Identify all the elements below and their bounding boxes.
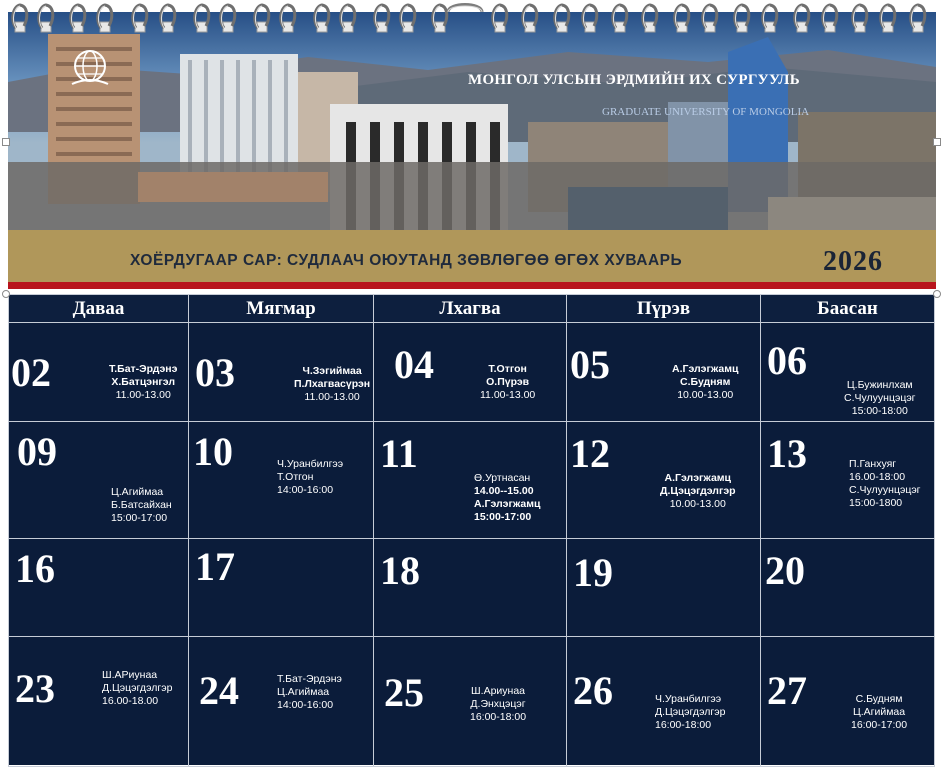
day-cell[interactable]: [9, 539, 189, 637]
binding-ring-icon: [732, 2, 752, 36]
weekday-header: Баасан: [761, 295, 935, 323]
consultation-info: [660, 472, 736, 511]
day-cell[interactable]: [9, 637, 189, 767]
consultation-info: [655, 693, 725, 732]
binding-ring-icon: [850, 2, 870, 36]
consultation-info: [109, 363, 177, 402]
consultation-info: [470, 685, 526, 724]
consultation-line: 11.00-13.00: [480, 389, 536, 401]
binding-ring-icon: [130, 2, 150, 36]
consultation-line: 15:00-17:00: [111, 512, 168, 524]
consultation-info: [111, 486, 172, 525]
year-label: 2026: [823, 246, 883, 277]
university-name-mn: МОНГОЛ УЛСЫН ЭРДМИЙН ИХ СУРГУУЛЬ: [468, 72, 800, 88]
consultation-line: 15:00-18:00: [851, 405, 908, 417]
day-number: 11: [380, 431, 418, 476]
binding-ring-icon: [372, 2, 392, 36]
week-row: [9, 323, 935, 422]
day-number: 20: [765, 548, 805, 593]
consultation-line: Ц.Агиймаа: [277, 686, 330, 698]
globe-logo-icon: [66, 46, 114, 94]
consultation-line: 16.00-18.00: [102, 695, 159, 707]
day-cell[interactable]: [567, 539, 761, 637]
consultation-line: Ц.Бужинлхам: [846, 379, 913, 391]
title-band: [8, 230, 936, 282]
consultation-info: [672, 363, 738, 402]
consultation-line: Т.Отгон: [488, 363, 527, 375]
day-number: 23: [15, 666, 55, 711]
consultation-line: С.Будням: [680, 376, 731, 388]
binding-ring-icon: [520, 2, 540, 36]
day-number: 02: [11, 350, 51, 395]
consultation-line: 15:00-17:00: [474, 511, 532, 523]
binding-ring-icon: [68, 2, 88, 36]
consultation-info: [851, 693, 907, 732]
day-number: 05: [570, 342, 610, 387]
consultation-info: [102, 669, 172, 708]
consultation-line: А.Гэлэгжамц: [672, 363, 739, 375]
day-cell[interactable]: [374, 422, 567, 539]
day-number: 18: [380, 548, 420, 593]
consultation-line: С.Чулуунцэцэг: [849, 484, 921, 496]
day-cell[interactable]: [189, 323, 374, 422]
binding-ring-icon: [218, 2, 238, 36]
binding-ring-icon: [640, 2, 660, 36]
binding-ring-icon: [398, 2, 418, 36]
weekday-header: Даваа: [9, 295, 189, 323]
binding-ring-icon: [158, 2, 178, 36]
weekday-header: Пүрэв: [567, 295, 761, 323]
resize-handle[interactable]: [2, 290, 10, 298]
binding-ring-icon: [95, 2, 115, 36]
day-cell[interactable]: [567, 422, 761, 539]
day-cell[interactable]: [567, 323, 761, 422]
consultation-line: 14:00-16:00: [277, 484, 334, 496]
resize-handle[interactable]: [933, 290, 941, 298]
day-cell[interactable]: [189, 637, 374, 767]
calendar-grid: [8, 294, 934, 765]
day-number: 12: [570, 431, 610, 476]
consultation-line: 11.00-13.00: [304, 391, 360, 403]
weekday-header-row: [9, 295, 935, 323]
day-cell[interactable]: [374, 323, 567, 422]
consultation-line: Д.Энхцэцэг: [470, 698, 526, 710]
week-row: [9, 422, 935, 539]
university-name-en: GRADUATE UNIVERSITY OF MONGOLIA: [602, 106, 810, 118]
day-cell[interactable]: [761, 323, 935, 422]
binding-ring-icon: [700, 2, 720, 36]
binding-ring-icon: [610, 2, 630, 36]
resize-handle[interactable]: [2, 138, 10, 146]
consultation-line: С.Чулуунцэцэг: [844, 392, 916, 404]
day-number: 19: [573, 550, 613, 595]
weekday-header: Мягмар: [189, 295, 374, 323]
red-divider: [8, 282, 936, 289]
consultation-line: 14:00-16:00: [277, 699, 334, 711]
day-cell[interactable]: [374, 539, 567, 637]
binding-ring-icon: [338, 2, 358, 36]
consultation-line: 14.00--15.00: [474, 485, 534, 497]
consultation-line: Ц.Агиймаа: [852, 706, 906, 718]
day-cell[interactable]: [567, 637, 761, 767]
consultation-line: Ч.Уранбилгээ: [277, 458, 344, 470]
day-number: 25: [384, 670, 424, 715]
consultation-line: 16.00-18:00: [849, 471, 906, 483]
consultation-line: Т.Отгон: [277, 471, 314, 483]
calendar-table: [8, 294, 935, 767]
consultation-line: 16:00-18:00: [470, 711, 527, 723]
day-number: 03: [195, 350, 235, 395]
hanger-hook-icon: [445, 0, 485, 14]
consultation-line: Ц.Агиймаа: [111, 486, 164, 498]
consultation-line: С.Будням: [855, 693, 903, 705]
resize-handle[interactable]: [933, 138, 941, 146]
consultation-info: [480, 363, 535, 402]
consultation-info: [277, 458, 343, 497]
day-cell[interactable]: [9, 323, 189, 422]
header-photo: [8, 12, 936, 230]
consultation-line: 16:00-18:00: [655, 719, 712, 731]
week-row: [9, 637, 935, 767]
binding-ring-icon: [760, 2, 780, 36]
consultation-line: Х.Батцэнгэл: [111, 376, 176, 388]
consultation-line: Д.Цэцэгдэлгэр: [660, 485, 736, 497]
day-cell[interactable]: [374, 637, 567, 767]
day-number: 17: [195, 544, 235, 589]
consultation-info: [849, 458, 921, 510]
day-number: 06: [767, 338, 807, 383]
consultation-info: [277, 673, 342, 712]
consultation-line: Т.Бат-Эрдэнэ: [277, 673, 342, 685]
consultation-line: Ш.Ариунаа: [471, 685, 526, 697]
day-number: 04: [394, 342, 434, 387]
consultation-line: Б.Батсайхан: [111, 499, 172, 511]
consultation-line: 15:00-1800: [849, 497, 903, 509]
week-row: [9, 539, 935, 637]
city-skyline-image: [8, 12, 936, 230]
binding-ring-icon: [36, 2, 56, 36]
binding-ring-icon: [580, 2, 600, 36]
binding-ring-icon: [490, 2, 510, 36]
day-cell[interactable]: [189, 422, 374, 539]
binding-ring-icon: [10, 2, 30, 36]
binding-ring-icon: [312, 2, 332, 36]
day-cell[interactable]: [189, 539, 374, 637]
consultation-line: 16:00-17:00: [851, 719, 908, 731]
consultation-line: Ч.Уранбилгээ: [655, 693, 722, 705]
day-cell[interactable]: [761, 422, 935, 539]
consultation-info: [294, 365, 370, 404]
consultation-line: Ш.АРиунаа: [102, 669, 158, 681]
day-number: 24: [199, 668, 239, 713]
binding-ring-icon: [252, 2, 272, 36]
binding-ring-icon: [820, 2, 840, 36]
binding-ring-icon: [908, 2, 928, 36]
consultation-info: [844, 379, 916, 418]
binding-ring-icon: [792, 2, 812, 36]
consultation-line: П.Ганхуяг: [849, 458, 897, 470]
day-cell[interactable]: [9, 422, 189, 539]
consultation-line: 10.00-13.00: [677, 389, 734, 401]
consultation-line: Т.Бат-Эрдэнэ: [109, 363, 178, 375]
consultation-line: Ө.Уртнасан: [474, 472, 531, 484]
binding-ring-icon: [672, 2, 692, 36]
day-cell[interactable]: [761, 637, 935, 767]
consultation-line: А.Гэлэгжамц: [474, 498, 541, 510]
day-number: 09: [17, 429, 57, 474]
binding-ring-icon: [878, 2, 898, 36]
consultation-info: [474, 472, 540, 524]
consultation-line: Д.Цэцэгдэлгэр: [102, 682, 173, 694]
consultation-line: Д.Цэцэгдэлгэр: [655, 706, 726, 718]
day-number: 16: [15, 546, 55, 591]
day-number: 26: [573, 668, 613, 713]
schedule-title: ХОЁРДУГААР САР: СУДЛААЧ ОЮУТАНД ЗӨВЛӨГӨӨ ӨГӨХ ХУВААРЬ: [130, 252, 683, 269]
binding-ring-icon: [192, 2, 212, 36]
consultation-line: П.Лхагвасүрэн: [294, 378, 371, 390]
university-logo: [66, 46, 114, 94]
binding-ring-icon: [552, 2, 572, 36]
day-number: 27: [767, 668, 807, 713]
day-number: 10: [193, 429, 233, 474]
consultation-line: 10.00-13.00: [669, 498, 726, 510]
weekday-header: Лхагва: [374, 295, 567, 323]
consultation-line: 11.00-13.00: [115, 389, 171, 401]
consultation-line: О.Пүрэв: [486, 376, 530, 388]
binding-ring-icon: [278, 2, 298, 36]
day-number: 13: [767, 431, 807, 476]
consultation-line: Ч.Зэгиймаа: [302, 365, 362, 377]
consultation-line: А.Гэлэгжамц: [664, 472, 732, 484]
day-cell[interactable]: [761, 539, 935, 637]
